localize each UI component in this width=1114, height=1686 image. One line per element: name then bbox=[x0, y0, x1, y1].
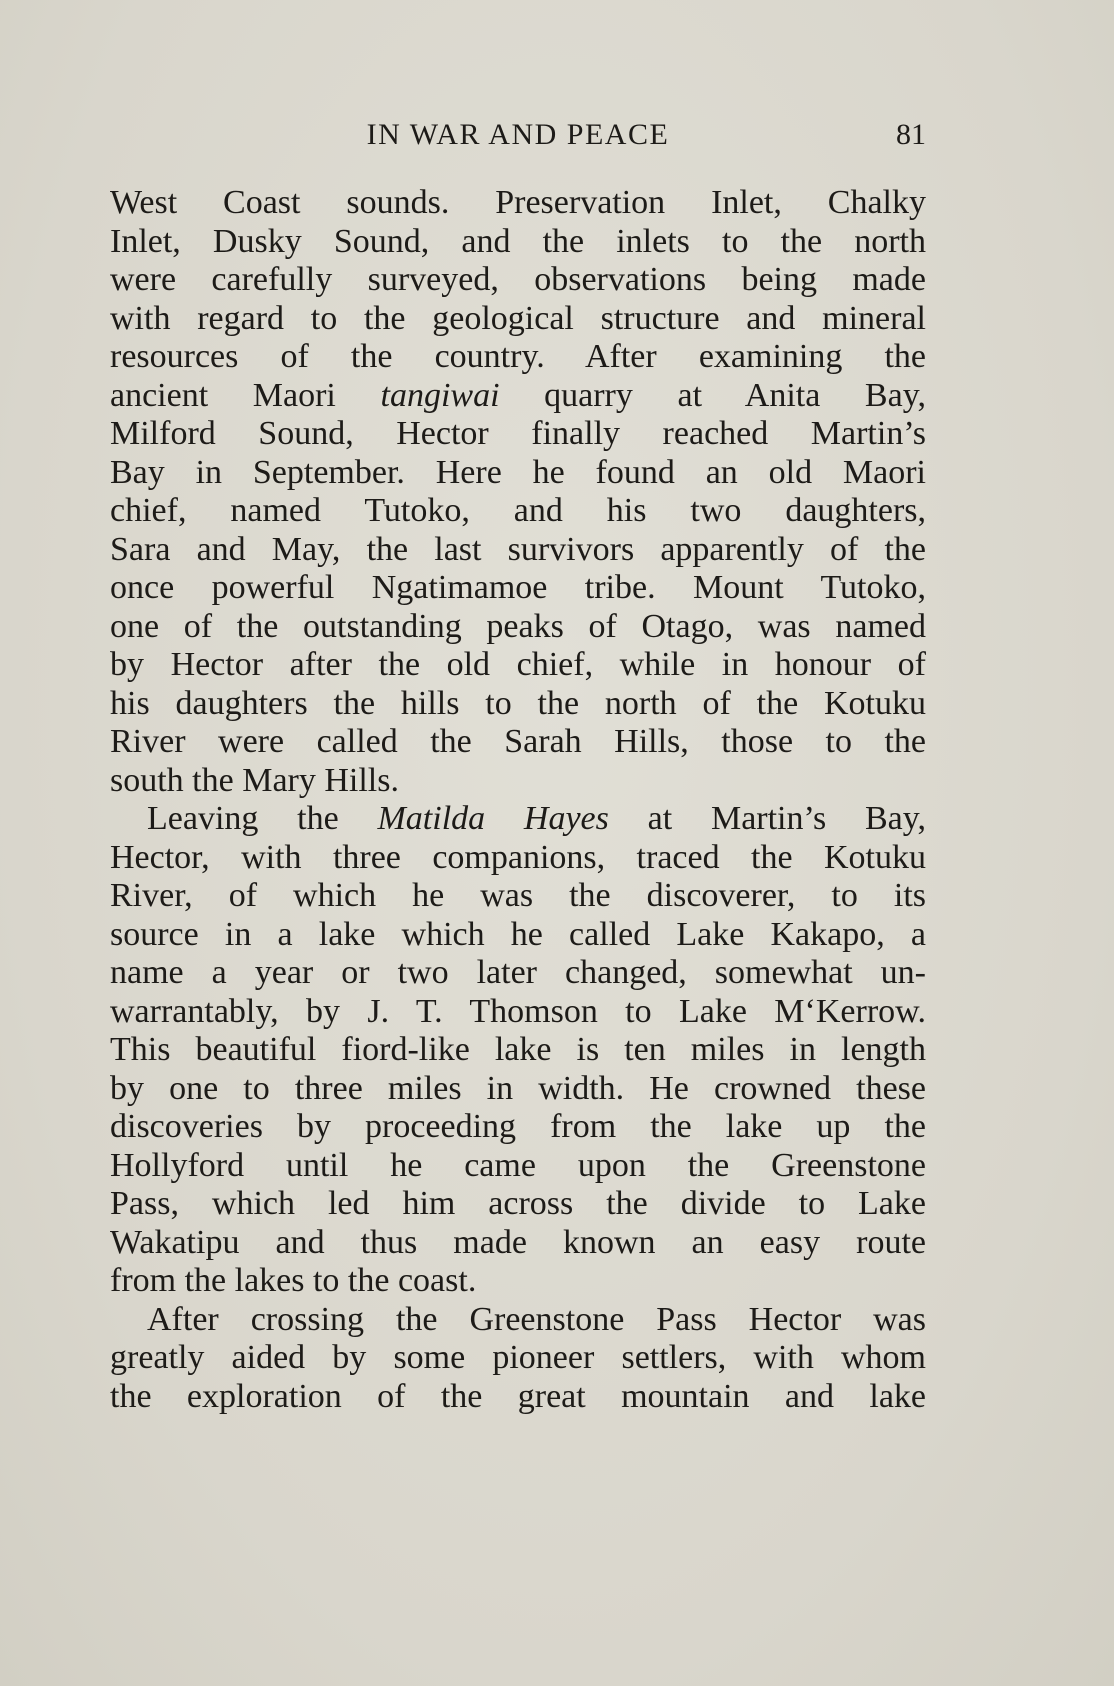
text-line: Wakatipu and thus made known an easy route bbox=[110, 1223, 926, 1261]
text-line: Inlet, Dusky Sound, and the inlets to the north bbox=[110, 222, 926, 260]
text-line: from the lakes to the coast. bbox=[110, 1262, 477, 1299]
text-line: the exploration of the great mountain and lake bbox=[110, 1377, 926, 1415]
paragraph-start-line: After crossing the Greenstone Pass Hector was bbox=[147, 1300, 926, 1338]
text-line: by Hector after the old chief, while in honour of bbox=[110, 646, 926, 683]
text-line: resources of the country. After examining the bbox=[110, 338, 926, 375]
text-run: Leaving the bbox=[147, 800, 378, 837]
text-run: at Martin’s Bay, bbox=[608, 800, 927, 837]
ship-name: Matilda Hayes bbox=[377, 800, 609, 837]
text-line: Milford Sound, Hector finally reached Martin’s bbox=[110, 415, 926, 452]
text-line: Bay in September. Here he found an old Maori bbox=[110, 453, 926, 491]
text-line: by one to three miles in width. He crowned these bbox=[110, 1069, 926, 1107]
text-line: River, of which he was the discoverer, to its bbox=[110, 877, 926, 914]
page-number: 81 bbox=[896, 118, 926, 151]
text-line: discoveries by proceeding from the lake up the bbox=[110, 1108, 926, 1145]
text-line: chief, named Tutoko, and his two daughters, bbox=[110, 492, 926, 529]
text-line: name a year or two later changed, somewhat un- bbox=[110, 954, 926, 991]
text-line bbox=[110, 377, 926, 416]
text-line: Sara and May, the last survivors apparently of the bbox=[110, 530, 926, 568]
text-line: West Coast sounds. Preservation Inlet, Chalky bbox=[110, 184, 926, 221]
body-text bbox=[110, 184, 926, 1416]
text-line: Pass, which led him across the divide to Lake bbox=[110, 1185, 926, 1222]
running-head: IN WAR AND PEACE bbox=[366, 118, 670, 151]
text-line: This beautiful fiord-like lake is ten miles in length bbox=[110, 1031, 926, 1068]
text-line: once powerful Ngatimamoe tribe. Mount Tutoko, bbox=[110, 569, 926, 606]
text-line: greatly aided by some pioneer settlers, with whom bbox=[110, 1339, 926, 1376]
text-line: with regard to the geological structure and mineral bbox=[110, 299, 926, 337]
text-line: his daughters the hills to the north of the Kotuku bbox=[110, 684, 926, 722]
text-run: ancient Maori bbox=[110, 376, 381, 414]
text-line: Hector, with three companions, traced the Kotuku bbox=[110, 838, 926, 876]
text-line: one of the outstanding peaks of Otago, was named bbox=[110, 607, 926, 645]
text-run: quarry at Anita Bay, bbox=[499, 376, 926, 414]
paragraph-start-line bbox=[110, 800, 926, 839]
italic-term: tangiwai bbox=[380, 376, 500, 414]
text-line: Hollyford until he came upon the Greenstone bbox=[110, 1146, 926, 1184]
text-line: were carefully surveyed, observations being made bbox=[110, 261, 926, 298]
text-line: south the Mary Hills. bbox=[110, 761, 399, 799]
text-line: warrantably, by J. T. Thomson to Lake M‘Kerrow. bbox=[110, 992, 926, 1030]
page-header bbox=[110, 118, 926, 164]
text-line: River were called the Sarah Hills, those to the bbox=[110, 723, 926, 760]
text-line: source in a lake which he called Lake Kakapo, a bbox=[110, 915, 926, 953]
